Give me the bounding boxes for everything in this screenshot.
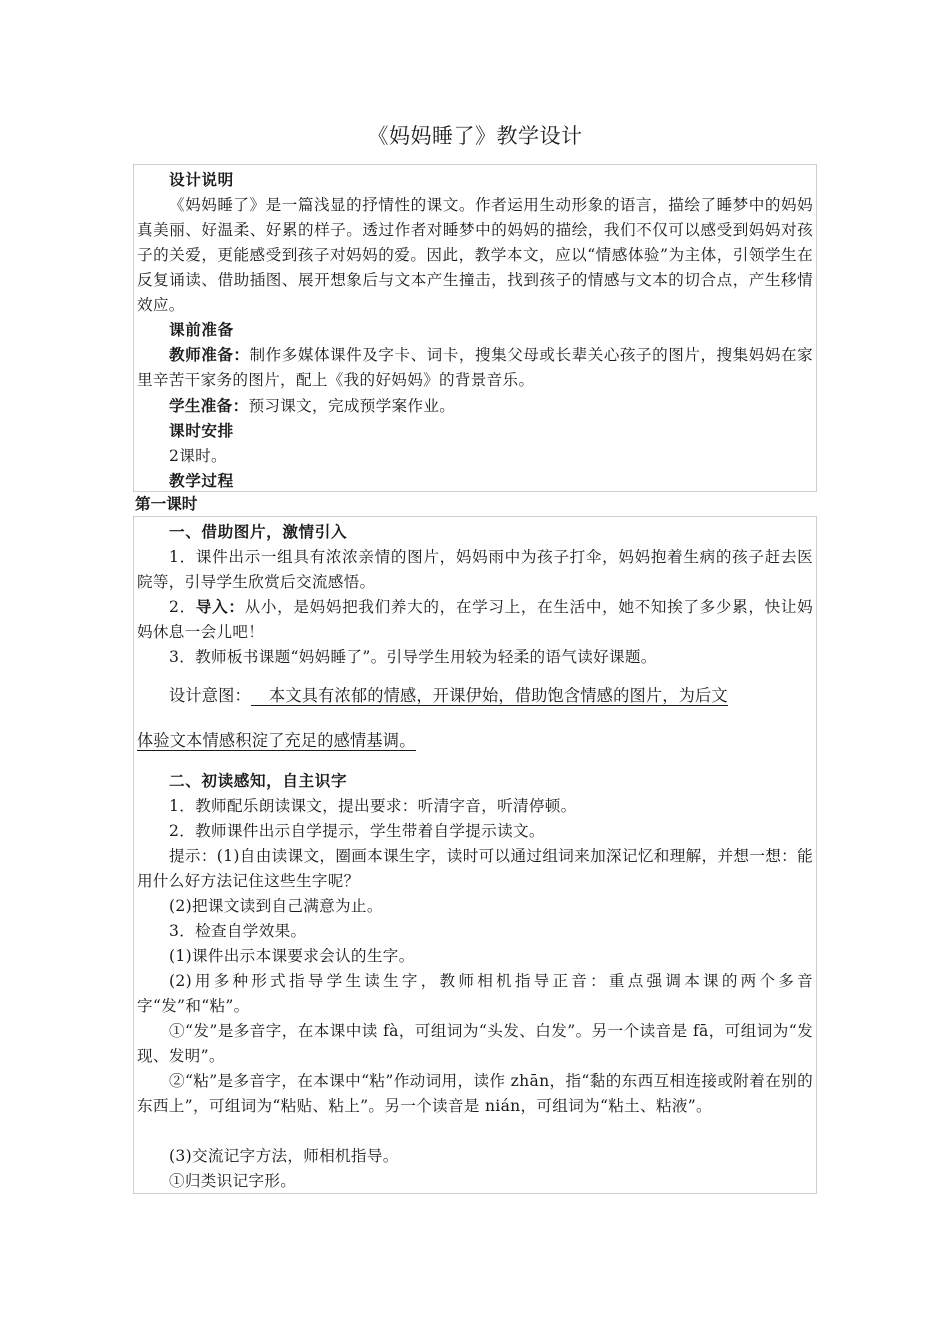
step-two-sub-2: (2)用多种形式指导学生读生字，教师相机指导正音：重点强调本课的两个多音字“发”和“粘”。 <box>137 972 813 1015</box>
polyphone-fa: ①“发”是多音字，在本课中读 fà，可组词为“头发、白发”。另一个读音是 fā，可组词为“发现、发明”。 <box>137 1022 813 1065</box>
lesson-one-label: 第一课时 <box>135 495 198 513</box>
step-two-item-3: 3．检查自学效果。 <box>169 922 307 940</box>
heading-step-two: 二、初读感知，自主识字 <box>169 772 348 790</box>
student-prep-text: 预习课文，完成预学案作业。 <box>248 397 456 415</box>
intro-label: 导入： <box>195 598 245 616</box>
step-two-sub-1: (1)课件出示本课要求会认的生字。 <box>169 947 415 965</box>
design-intent-text-1: 本文具有浓郁的情感，开课伊始，借助饱含情感的图片，为后文 <box>251 686 728 706</box>
step-two-hint-2: (2)把课文读到自己满意为止。 <box>169 897 383 915</box>
teacher-prep <box>137 343 813 393</box>
heading-process: 教学过程 <box>169 472 234 490</box>
design-notes-text: 《妈妈睡了》是一篇浅显的抒情性的课文。作者运用生动形象的语言，描绘了睡梦中的妈妈真美丽、好温柔、好累的样子。透过作者对睡梦中的妈妈的描绘，我们不仅可以感受到妈妈对孩子的关爱，更能感受到孩子对妈妈的爱。因此，教学本文，应以“情感体验”为主体，引领学生在反复诵读、借助插图、展开想象后与文本产生撞击，找到孩子的情感与文本的切合点，产生移情效应。 <box>137 196 813 314</box>
teacher-prep-label: 教师准备： <box>169 346 250 364</box>
step-one-item-2 <box>137 595 813 645</box>
step-two-sub-3: (3)交流记字方法，师相机指导。 <box>169 1147 399 1165</box>
heading-design-notes: 设计说明 <box>169 171 234 189</box>
page-title: 《妈妈睡了》教学设计 <box>367 124 583 148</box>
design-intent-line-1 <box>137 683 813 708</box>
design-intent-text-2: 体验文本情感积淀了充足的感情基调。 <box>137 731 416 750</box>
step-one-item-1: 1．课件出示一组具有浓浓亲情的图片，妈妈雨中为孩子打伞，妈妈抱着生病的孩子赶去医院等，引导学生欣赏后交流感悟。 <box>137 548 813 591</box>
lesson-one-section <box>133 516 817 1194</box>
heading-preparation: 课前准备 <box>169 321 234 339</box>
heading-step-one: 一、借助图片，激情引入 <box>169 523 348 541</box>
design-intent-line-2 <box>137 728 813 753</box>
step-one-item-2-number: 2． <box>169 598 196 616</box>
step-two-hint: 提示：(1)自由读课文，圈画本课生字，读时可以通过组词来加深记忆和理解，并想一想：能用什么好方法记住这些生字呢？ <box>137 847 813 890</box>
teacher-prep-text: 制作多媒体课件及字卡、词卡，搜集父母或长辈关心孩子的图片，搜集妈妈在家里辛苦干家务的图片，配上《我的好妈妈》的背景音乐。 <box>137 346 813 389</box>
step-one-item-3: 3．教师板书课题“妈妈睡了”。引导学生用较为轻柔的语气读好课题。 <box>169 648 657 666</box>
step-two-sub-3-item: ①归类识记字形。 <box>169 1172 297 1190</box>
polyphone-zhan: ②“粘”是多音字，在本课中“粘”作动词用，读作 zhān，指“黏的东西互相连接或附着在别的东西上”，可组词为“粘贴、粘上”。另一个读音是 nián，可组词为“粘土、粘液”。 <box>137 1072 813 1115</box>
heading-schedule: 课时安排 <box>169 422 234 440</box>
student-prep <box>137 394 813 419</box>
schedule-text: 2课时。 <box>169 447 227 465</box>
step-two-item-1: 1．教师配乐朗读课文，提出要求：听清字音，听清停顿。 <box>169 797 577 815</box>
step-two-item-2: 2．教师课件出示自学提示，学生带着自学提示读文。 <box>169 822 545 840</box>
intro-text: 从小，是妈妈把我们养大的，在学习上，在生活中，她不知挨了多少累，快让妈妈休息一会儿吧！ <box>137 598 813 641</box>
design-intent-label: 设计意图： <box>169 686 251 705</box>
student-prep-label: 学生准备： <box>169 397 249 415</box>
intro-section <box>133 164 817 492</box>
